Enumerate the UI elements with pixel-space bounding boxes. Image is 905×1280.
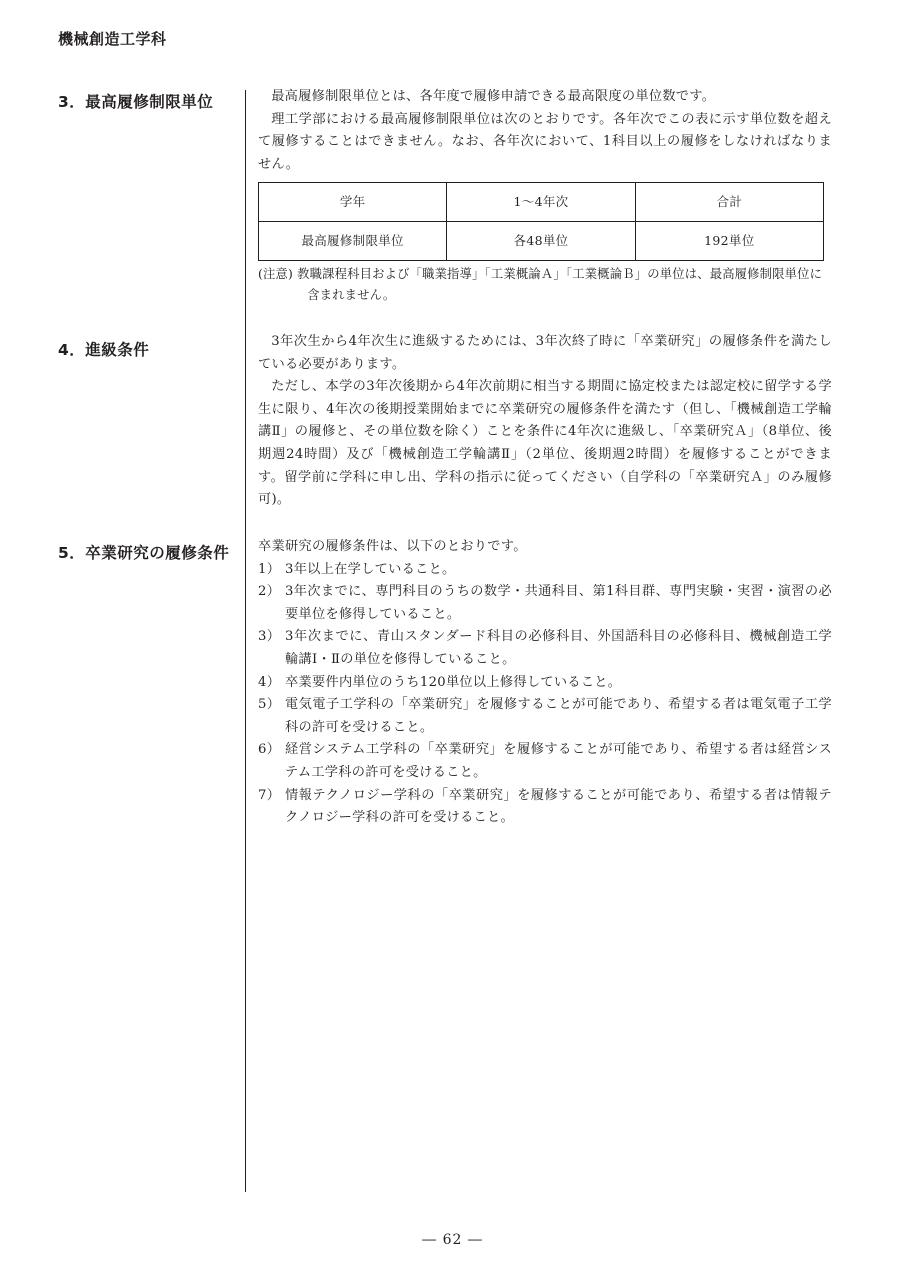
page-number: ― 62 ―: [422, 1232, 483, 1248]
list-item: 6） 経営システム工学科の「卒業研究」を履修することが可能であり、希望する者は経営システム工学科の許可を受けること。: [258, 742, 832, 780]
section-4-paragraph-1: 3年次生から4年次生に進級するためには、3年次終了時に「卒業研究」の履修条件を満たしている必要があります。: [258, 334, 832, 372]
section-3-body: [258, 86, 832, 306]
unit-limit-table: [258, 182, 824, 261]
table-cell: 各48単位: [447, 222, 635, 261]
list-item: 2） 3年次までに、専門科目のうちの数学・共通科目、第1科目群、専門実験・実習・演習の必要単位を修得していること。: [258, 584, 832, 622]
section-4-body: [258, 331, 832, 512]
list-item: 4） 卒業要件内単位のうち120単位以上修得していること。: [258, 674, 622, 690]
table-header-cell: 学年: [259, 183, 447, 222]
table-row: [259, 222, 824, 261]
section-5-body: [258, 536, 832, 830]
list-item: 3） 3年次までに、青山スタンダード科目の必修科目、外国語科目の必修科目、機械創造工学輪講Ⅰ・Ⅱの単位を修得していること。: [258, 629, 832, 667]
section-3-paragraph-2: 理工学部における最高履修制限単位は次のとおりです。各年次でこの表に示す単位数を超えて履修することはできません。なお、各年次において、1科目以上の履修をしなければなりません。: [258, 111, 832, 172]
table-header-row: [259, 183, 824, 222]
department-header: 機械創造工学科: [58, 30, 167, 48]
section-4-paragraph-2: ただし、本学の3年次後期から4年次前期に相当する期間に協定校または認定校に留学する学生に限り、4年次の後期授業開始までに卒業研究の履修条件を満たす（但し、「機械創造工学輪講Ⅱ」の履修と、その単位数を除く）ことを条件に4年次に進級し、「卒業研究Ａ」（8単位、後期週24時間）及び「機械創造工学輪講Ⅱ」（2単位、後期週2時間）を履修することができます。留学前に学科に申し出、学科の指示に従ってください（自学科の「卒業研究Ａ」のみ履修可)。: [258, 379, 832, 508]
condition-list: [258, 559, 832, 830]
section-4-title: 4．進級条件: [58, 341, 150, 359]
table-cell: 最高履修制限単位: [259, 222, 447, 261]
list-item: 1） 3年以上在学していること。: [258, 561, 456, 577]
section-5-title: 5．卒業研究の履修条件: [58, 544, 230, 562]
table-note: (注意) 教職課程科目および「職業指導」「工業概論Ａ」「工業概論Ｂ」の単位は、最高履修制限単位に含まれません。: [258, 267, 823, 303]
column-divider: [245, 90, 246, 1192]
table-header-cell: 合計: [635, 183, 823, 222]
table-header-cell: 1～4年次: [447, 183, 635, 222]
list-item: 5） 電気電子工学科の「卒業研究」を履修することが可能であり、希望する者は電気電子工学科の許可を受けること。: [258, 697, 832, 735]
list-item: 7） 情報テクノロジー学科の「卒業研究」を履修することが可能であり、希望する者は情報テクノロジー学科の許可を受けること。: [258, 787, 832, 826]
section-3-paragraph-1: 最高履修制限単位とは、各年度で履修申請できる最高限度の単位数です。: [271, 89, 716, 104]
section-3-title: 3．最高履修制限単位: [58, 93, 214, 111]
section-5-intro: 卒業研究の履修条件は、以下のとおりです。: [258, 539, 527, 554]
table-cell: 192単位: [635, 222, 823, 261]
